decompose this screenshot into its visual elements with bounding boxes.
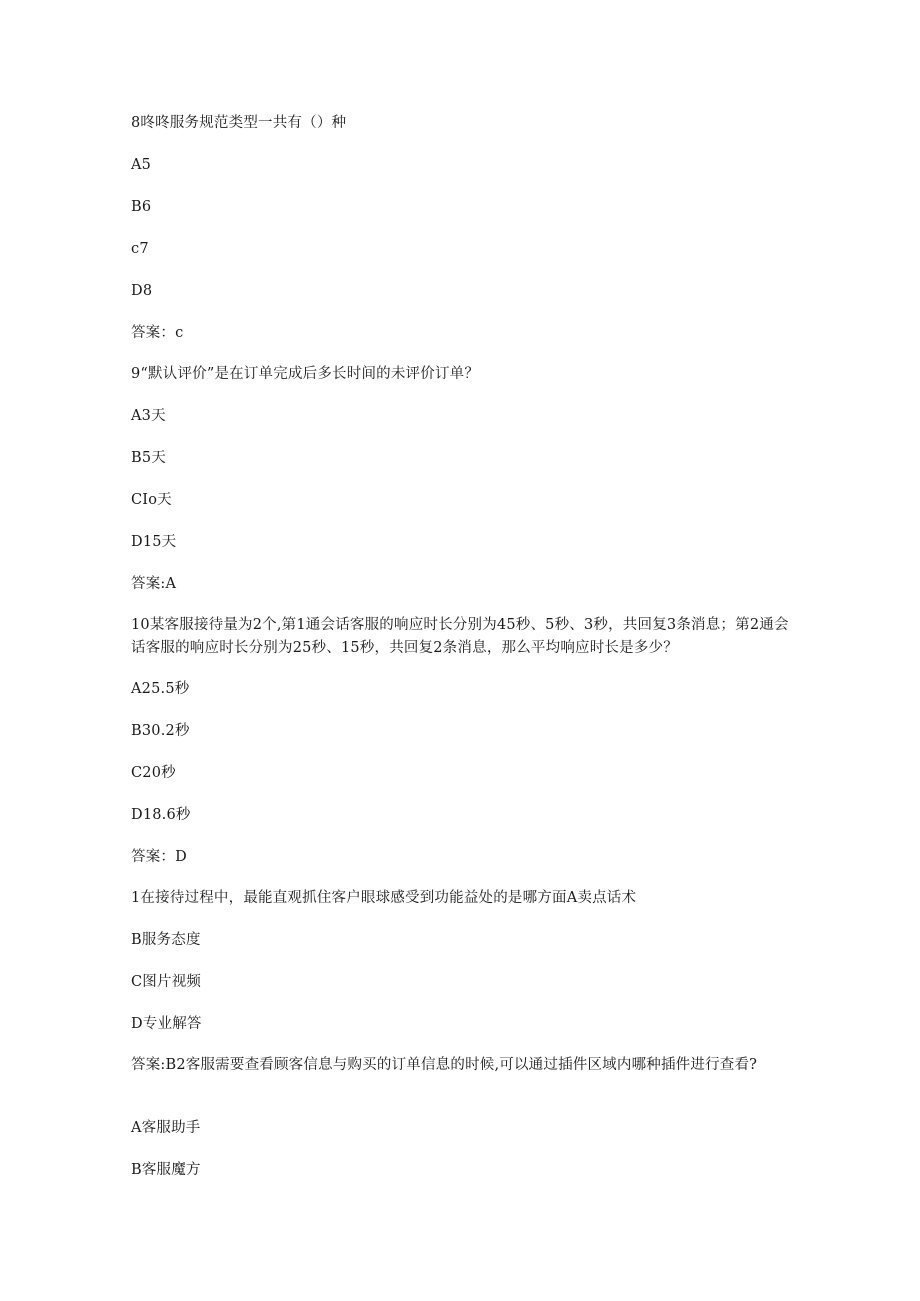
question-10-answer: 答案：D [131,849,187,865]
question-10-text: 10某客服接待量为2个,第1通会话客服的响应时长分别为45秒、5秒、3秒，共回复3条消息；第2通会话客服的响应时长分别为25秒、15秒，共回复2条消息，那么平均响应时长是多少？ [131,617,789,656]
question-9-text: 9“默认评价”是在订单完成后多长时间的未评价订单？ [131,366,480,382]
question-8-text: 8咚咚服务规范类型一共有（）种 [131,115,347,131]
question-10-option-b: B30.2秒 [131,723,190,739]
question-9-option-a: A3天 [131,408,166,424]
question-1-text: 1在接待过程中，最能直观抓住客户眼球感受到功能益处的是哪方面A卖点话术 [131,890,637,906]
question-10-option-d: D18.6秒 [131,807,191,823]
question-2-option-b: B客服魔方 [131,1162,201,1178]
question-8-option-c: c7 [131,241,149,257]
question-2-option-a: A客服助手 [131,1120,201,1136]
question-8-answer: 答案：c [131,325,184,341]
question-8-option-d: D8 [131,283,153,299]
question-1-option-b: B服务态度 [131,932,201,948]
question-8-option-b: B6 [131,199,152,215]
question-9-option-c: CIo天 [131,492,172,508]
question-8-option-a: A5 [131,157,152,173]
question-10-option-c: C20秒 [131,765,176,781]
question-9-answer: 答案:A [131,576,177,592]
question-9-option-b: B5天 [131,450,166,466]
question-10-option-a: A25.5秒 [131,681,190,697]
question-1-option-d: D专业解答 [131,1016,202,1032]
question-1-option-c: C图片视频 [131,974,202,990]
question-9-option-d: D15天 [131,534,177,550]
question-2-text: 答案:B2客服需要查看顾客信息与购买的订单信息的时候,可以通过插件区域内哪种插件进行查看? [131,1057,758,1073]
